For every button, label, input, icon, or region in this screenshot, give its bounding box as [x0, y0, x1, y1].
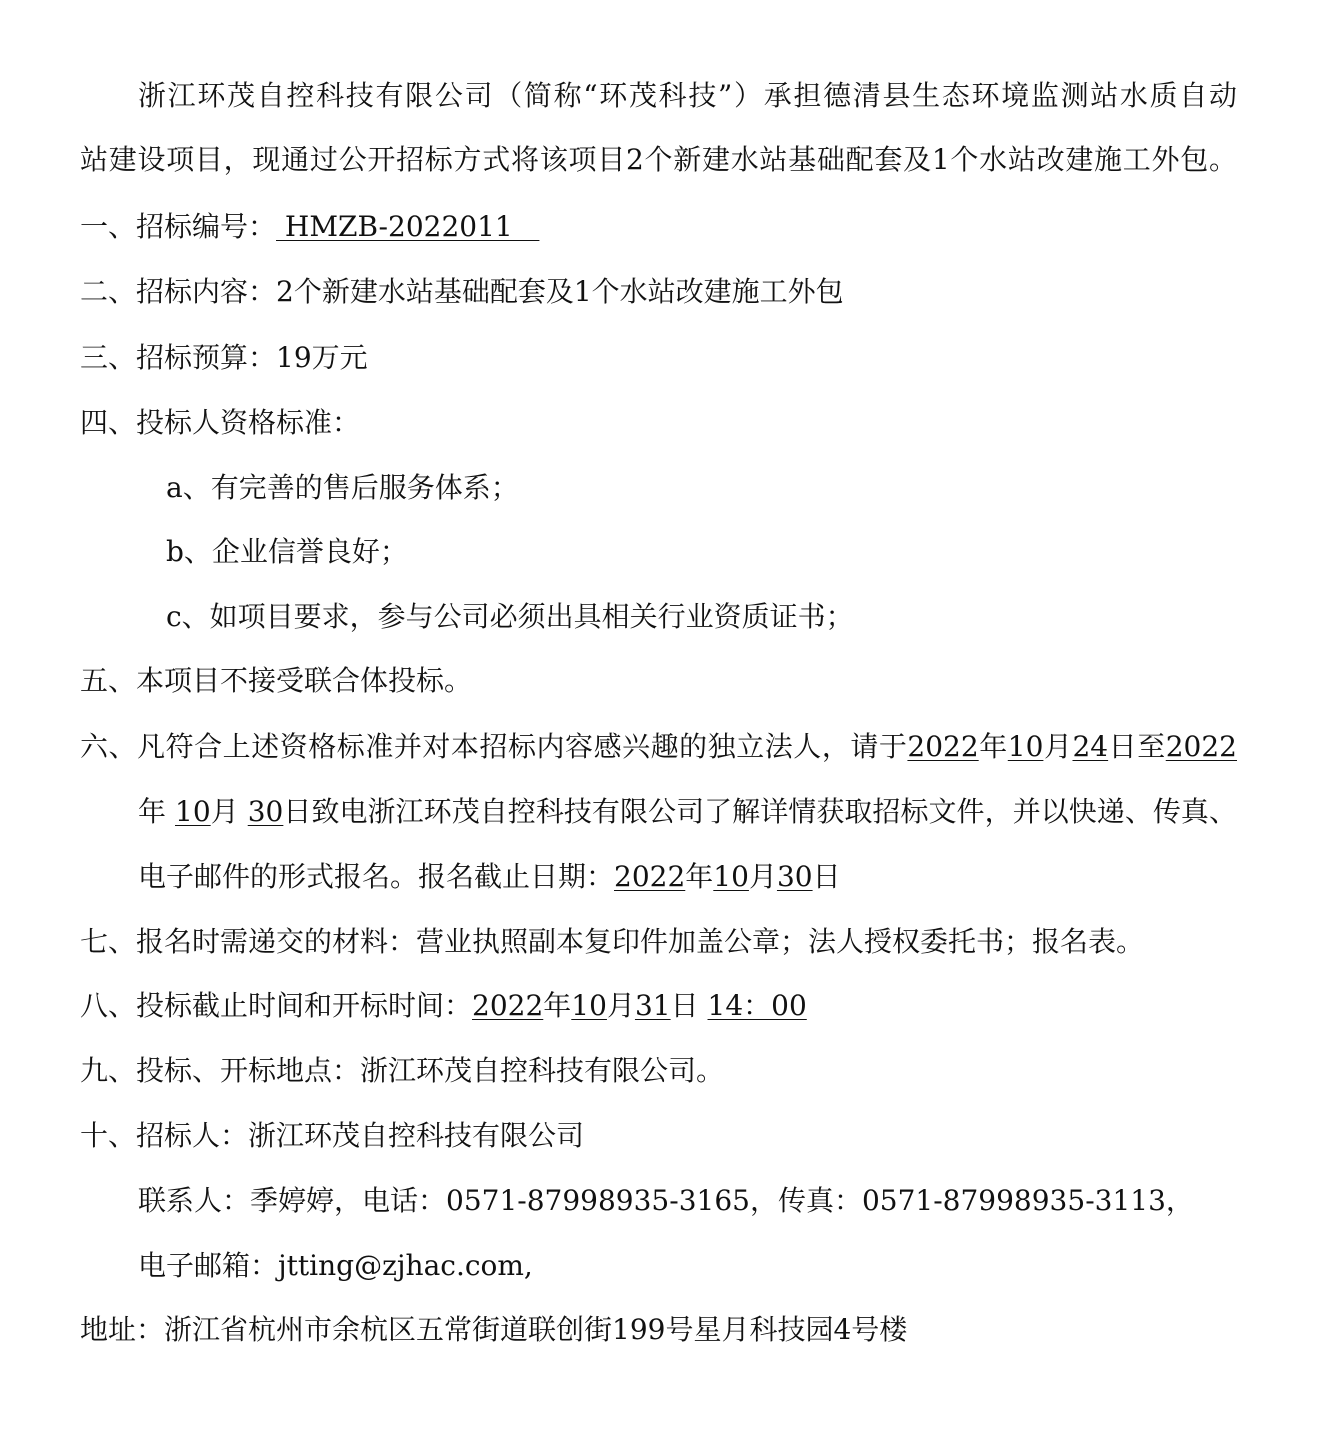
- deadline-year: 2022: [614, 860, 686, 893]
- section-registration-line-1: [80, 727, 1237, 767]
- qualification-item-a: a、有完善的售后服务体系；: [166, 471, 519, 504]
- bid-deadline-label: 八、投标截止时间和开标时间：: [80, 989, 473, 1022]
- email-info: 电子邮箱：jtting@zjhac.com,: [138, 1249, 533, 1282]
- registration-end-year: 2022: [1165, 730, 1237, 763]
- bid-deadline-time: 14：00: [707, 989, 807, 1022]
- section-registration-line-2: [138, 792, 1237, 832]
- year-char: 年: [978, 730, 1008, 763]
- day-to-char: 日至: [1108, 730, 1166, 763]
- year-char: 年: [138, 795, 167, 828]
- qualification-item-b: b、企业信誉良好；: [166, 535, 408, 568]
- section-bid-deadline: [80, 986, 1325, 1026]
- registration-text: 日致电浙江环茂自控科技有限公司了解详情获取招标文件，并以快递、传真、: [283, 795, 1237, 828]
- registration-start-day: 24: [1072, 730, 1109, 763]
- tender-number-label: 一、招标编号：: [80, 210, 277, 243]
- registration-end-month: 10: [175, 795, 211, 828]
- deadline-month: 10: [713, 860, 749, 893]
- bid-deadline-month: 10: [571, 989, 607, 1022]
- registration-deadline-label: 电子邮件的形式报名。报名截止日期：: [138, 860, 615, 893]
- deadline-day: 30: [776, 860, 813, 893]
- month-char: 月: [210, 795, 239, 828]
- bid-deadline-day: 31: [634, 989, 671, 1022]
- section-qualification-heading: 四、投标人资格标准：: [80, 406, 361, 439]
- section-bid-location: 九、投标、开标地点：浙江环茂自控科技有限公司。: [80, 1054, 725, 1087]
- section-no-consortium: 五、本项目不接受联合体投标。: [80, 664, 473, 697]
- month-char: 月: [748, 860, 777, 893]
- month-char: 月: [1043, 730, 1073, 763]
- registration-end-day: 30: [247, 795, 284, 828]
- registration-start-month: 10: [1007, 730, 1044, 763]
- year-char: 年: [543, 989, 572, 1022]
- section-tender-content: 二、招标内容：2个新建水站基础配套及1个水站改建施工外包: [80, 275, 844, 308]
- month-char: 月: [606, 989, 635, 1022]
- bid-deadline-year: 2022: [472, 989, 544, 1022]
- registration-text: 六、凡符合上述资格标准并对本招标内容感兴趣的独立法人，请于: [80, 730, 908, 763]
- contact-info: 联系人：季婷婷，电话：0571-87998935-3165，传真：0571-87998935-3113，: [138, 1184, 1194, 1217]
- section-tenderer: 十、招标人：浙江环茂自控科技有限公司: [80, 1119, 585, 1152]
- day-char: 日: [812, 860, 841, 893]
- qualification-item-c: c、如项目要求，参与公司必须出具相关行业资质证书；: [166, 600, 854, 633]
- section-required-materials: 七、报名时需递交的材料：营业执照副本复印件加盖公章；法人授权委托书；报名表。: [80, 925, 1145, 958]
- intro-line-1: 浙江环茂自控科技有限公司（简称“环茂科技”）承担德清县生态环境监测站水质自动: [138, 79, 1237, 112]
- tender-number-value: HMZB-2022011: [276, 210, 540, 243]
- section-tender-number: [80, 207, 1325, 247]
- year-char: 年: [685, 860, 714, 893]
- day-char: 日: [670, 989, 699, 1022]
- intro-line-2: 站建设项目，现通过公开招标方式将该项目2个新建水站基础配套及1个水站改建施工外包。: [80, 143, 1237, 176]
- section-tender-budget: 三、招标预算：19万元: [80, 341, 368, 374]
- registration-start-year: 2022: [907, 730, 979, 763]
- section-registration-line-3: [138, 857, 1325, 897]
- address-info: 地址：浙江省杭州市余杭区五常街道联创街199号星月科技园4号楼: [80, 1313, 908, 1346]
